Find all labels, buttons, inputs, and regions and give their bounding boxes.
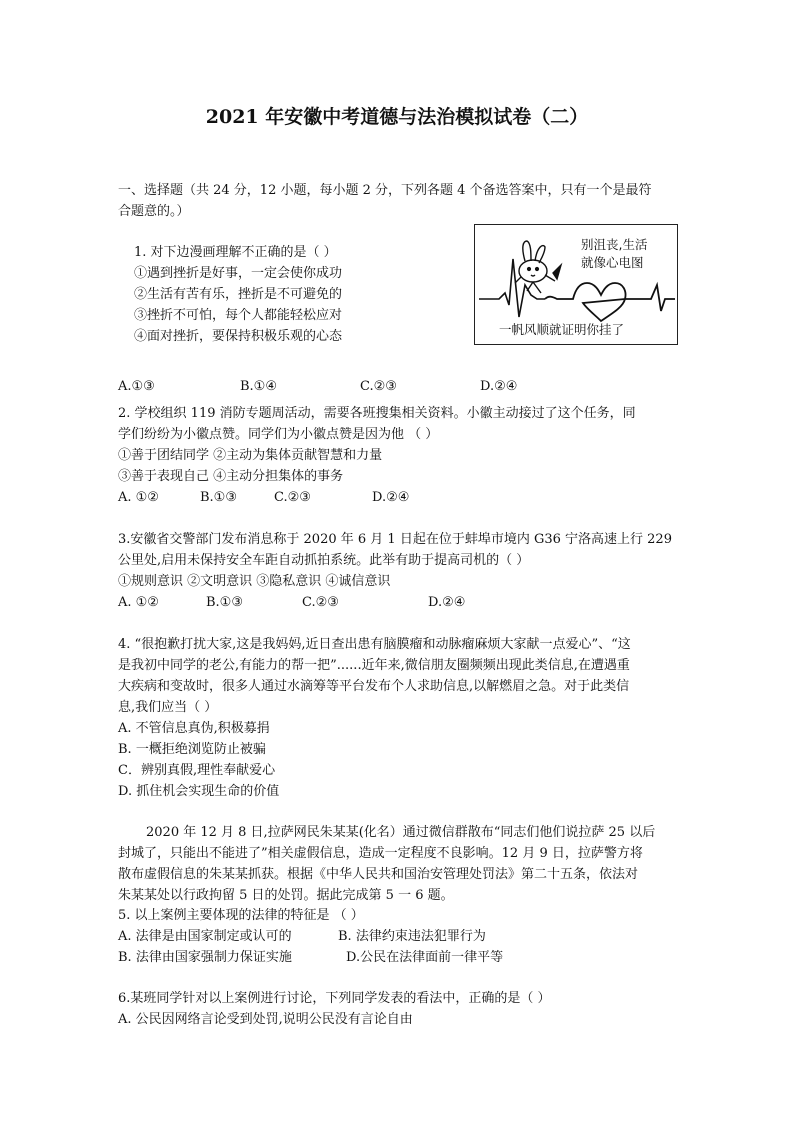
section-instructions-line-1: 一、选择题（共 24 分，12 小题，每小题 2 分，下列各题 4 个备选答案中，只有一个是最符 xyxy=(118,183,652,198)
q4-option-d[interactable]: D. 抓住机会实现生命的价值 xyxy=(118,784,280,799)
q5-option-d[interactable]: D.公民在法律面前一律平等 xyxy=(346,950,504,965)
q5-options-row-2 xyxy=(118,947,678,968)
q1-statement-1: ①遇到挫折是好事，一定会使你成功 xyxy=(134,266,343,281)
q4-option-a[interactable]: A. 不管信息真伪,积极募捐 xyxy=(118,721,270,736)
case-material-line-4: 朱某某处以行政拘留 5 日的处罚。据此完成第 5 一 6 题。 xyxy=(118,888,454,903)
q1-stem: 1. 对下边漫画理解不正确的是（ ） xyxy=(134,245,337,260)
q4-option-b[interactable]: B. 一概拒绝浏览防止被骗 xyxy=(118,742,266,757)
q3-line-3: ①规则意识 ②文明意识 ③隐私意识 ④诚信意识 xyxy=(118,574,391,589)
q3-options xyxy=(118,592,678,613)
q1-statement-2: ②生活有苦有乐，挫折是不可避免的 xyxy=(134,287,343,302)
section-instructions-line-2: 合题意的。） xyxy=(118,204,190,219)
q5-option-b[interactable]: B. 法律约束违法犯罪行为 xyxy=(338,929,486,944)
q2-line-3: ①善于团结同学 ②主动为集体贡献智慧和力量 xyxy=(118,448,383,463)
q2-option-a[interactable]: A. ①② xyxy=(118,490,159,505)
q3-option-a[interactable]: A. ①② xyxy=(118,595,159,610)
q1-options xyxy=(118,376,678,397)
q3-option-c[interactable]: C.②③ xyxy=(302,595,339,610)
page-title: 2021 年安徽中考道德与法治模拟试卷（二） xyxy=(205,106,589,128)
q4-line-2: 是我初中同学的老公,有能力的帮一把”......近年来,微信朋友圈频频出现此类信息,在遭遇重 xyxy=(118,658,630,673)
q2-line-1: 2. 学校组织 119 消防专题周活动，需要各班搜集相关资料。小徽主动接过了这个任务，同 xyxy=(118,406,636,421)
q2-line-4: ③善于表现自己 ④主动分担集体的事务 xyxy=(118,469,344,484)
q5-options-row-1 xyxy=(118,926,678,947)
q5-stem: 5. 以上案例主要体现的法律的特征是 （ ） xyxy=(118,908,364,923)
q1-option-d[interactable]: D.②④ xyxy=(480,379,518,394)
comic-illustration xyxy=(474,224,678,345)
q1-option-a[interactable]: A.①③ xyxy=(118,379,155,394)
comic-caption-top-1: 别沮丧,生活 xyxy=(581,237,648,252)
q4-line-4: 息,我们应当（ ） xyxy=(118,700,218,715)
q3-option-d[interactable]: D.②④ xyxy=(428,595,466,610)
q4-line-1: 4. “很抱歉打扰大家,这是我妈妈,近日查出患有脑膜瘤和动脉瘤麻烦大家献一点爱心”、“这 xyxy=(118,637,631,652)
q2-line-2: 学们纷纷为小徽点赞。同学们为小徽点赞是因为他 （ ） xyxy=(118,427,439,442)
q2-option-b[interactable]: B.①③ xyxy=(200,490,237,505)
q3-line-2: 公里处,启用未保持安全车距自动抓拍系统。此举有助于提高司机的（ ） xyxy=(118,553,530,568)
q4-line-3: 大疾病和变故时，很多人通过水滴筹等平台发布个人求助信息,以解燃眉之急。对于此类信 xyxy=(118,679,630,694)
q1-statement-4: ④面对挫折，要保持积极乐观的心态 xyxy=(134,329,343,344)
q1-statement-3: ③挫折不可怕，每个人都能轻松应对 xyxy=(134,308,343,323)
q2-options xyxy=(118,487,678,508)
q3-line-1: 3.安徽省交警部门发布消息称于 2020 年 6 月 1 日起在位于蚌埠市境内 G36 宁洛高速上行 229 xyxy=(118,532,672,547)
q2-option-c[interactable]: C.②③ xyxy=(274,490,311,505)
q4-option-c[interactable]: C．辨别真假,理性奉献爱心 xyxy=(118,763,276,778)
comic-caption-top-2: 就像心电图 xyxy=(581,255,644,270)
q3-option-b[interactable]: B.①③ xyxy=(206,595,243,610)
comic-caption-bottom: 一帆风顺就证明你挂了 xyxy=(499,322,625,337)
q1-option-b[interactable]: B.①④ xyxy=(240,379,277,394)
q6-stem: 6.某班同学针对以上案例进行讨论，下列同学发表的看法中，正确的是（ ） xyxy=(118,991,551,1006)
case-material-line-1: 2020 年 12 月 8 日,拉萨网民朱某某(化名）通过微信群散布“同志们他们说拉萨 25 以后 xyxy=(146,825,656,840)
q5-option-c[interactable]: B. 法律由国家强制力保证实施 xyxy=(118,950,292,965)
case-material-line-2: 封城了，只能出不能进了”相关虚假信息，造成一定程度不良影响。12 月 9 日，拉萨警方将 xyxy=(118,846,643,861)
case-material-line-3: 散布虚假信息的朱某某抓获。根据《中华人民共和国治安管理处罚法》第二十五条，依法对 xyxy=(118,867,639,882)
q2-option-d[interactable]: D.②④ xyxy=(372,490,410,505)
q5-option-a[interactable]: A. 法律是由国家制定或认可的 xyxy=(118,929,292,944)
q1-option-c[interactable]: C.②③ xyxy=(360,379,397,394)
q6-option-a[interactable]: A. 公民因网络言论受到处罚,说明公民没有言论自由 xyxy=(118,1012,413,1027)
